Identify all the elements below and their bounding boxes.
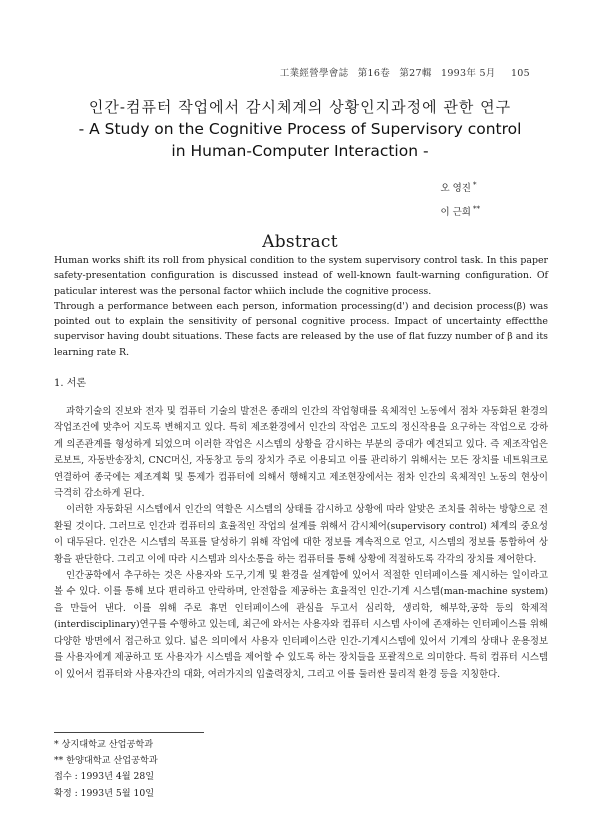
title-korean: 인간-컴퓨터 작업에서 감시체계의 상황인지과정에 관한 연구 (88, 98, 512, 116)
author (440, 175, 480, 199)
journal-header (274, 65, 530, 79)
footnote: 확정 : 1993년 5월 10일 (54, 787, 155, 799)
abstract-paragraph: Through a performance between each person, information processing(d') and decision process(β) was pointed out to explain the sensitivity of personal cognitive process. Impact of uncertainty effectthe supervisor having doubt situations. These facts are released by the use of flat fuzzy number of β and its learning rate R. (54, 300, 548, 358)
footnote: ** 한양대학교 산업공학과 (54, 755, 158, 767)
footnote-divider (54, 732, 204, 733)
title-english-line2: in Human-Computer Interaction - (171, 142, 429, 160)
abstract-paragraph: Human works shift its roll from physical condition to the system supervisory control task. In this paper safety-presentation configuration is discussed instead of well-known fault-warning configuration. Of paticular interest was the personal factor whiich include the cognitive process. (54, 255, 548, 297)
body-paragraph: 과학기술의 진보와 전자 및 컴퓨터 기술의 발전은 종래의 인간의 작업형태를 육체적인 노동에서 점차 자동화된 환경의 작업조건에 맞추어 지도록 변해지고 있다. 특히 제조환경에서 인간의 작업은 고도의 정신작용을 요구하는 작업으로 강하게 의존관계를 형성하게 되었으며 이러한 작업은 시스템의 상황을 감시하는 부분의 증대가 예견되고 있다. 즉 제조작업은 로보트, 자동반송장치, CNC머신, 자동창고 등의 장치가 주로 이용되고 이를 관리하기 위해서는 모든 장치를 네트워크로 연결하여 종국에는 제조계획 및 통제가 컴퓨터에 의해서 행해지고 제조현장에서는 점차 인간의 육체적인 노동의 현상이 극격히 감소하게 된다. (54, 406, 548, 500)
footnote: 접수 : 1993년 4월 28일 (54, 771, 155, 783)
author (440, 199, 480, 223)
section-heading: 1. 서론 (54, 378, 87, 389)
journal-date: 1993年 5月 (440, 68, 496, 79)
author-mark: * (473, 181, 477, 189)
footnote: * 상지대학교 산업공학과 (54, 739, 154, 750)
author-name: 오 영진 (440, 183, 471, 195)
title-english-line1: - A Study on the Cognitive Process of Supervisory control (78, 120, 522, 138)
author-name: 이 근희 (440, 207, 471, 219)
journal-volume: 第16卷 (357, 68, 391, 79)
abstract-text (54, 253, 548, 360)
body-paragraph: 인간공학에서 추구하는 것은 사용자와 도구,기계 및 환경을 설계함에 있어서 적절한 인터페이스를 제시하는 일이라고 볼 수 있다. 이를 통해 보다 편리하고 안락하며, 안전함을 제공하는 효율적인 인간-기계 시스템(man-machine system)을 만들어 낸다. 이를 위해 주로 휴먼 인터페이스에 관심을 두고서 심리학, 생리학, 해부학,공학 등의 학제적(interdisciplinary)연구를 수행하고 있는데, 최근에 와서는 사용자와 컴퓨터 시스템 사이에 존재하는 인터페이스를 위해 다양한 방면에서 접근하고 있다. 넓은 의미에서 사용자 인터페이스란 인간-기계시스템에 있어서 기계의 상태나 운용정보를 사용자에게 제공하고 또 사용자가 시스템을 제어할 수 있도록 하는 장치들을 포괄적으로 의미한다. 특히 컴퓨터 시스템이 있어서 컴퓨터와 사용자간의 대화, 여러가지의 입출력장치, 그리고 이를 둘러싼 물리적 환경 등을 지칭한다. (54, 570, 548, 680)
section-body (54, 404, 548, 683)
footnotes (54, 737, 158, 802)
body-paragraph: 이러한 자동화된 시스템에서 인간의 역할은 시스템의 상태를 감시하고 상황에 따라 알맞은 조치를 취하는 방향으로 전환될 것이다. 그러므로 인간과 컴퓨터의 효율적인 작업의 설계를 위해서 감시체어(supervisory control) 체계의 중요성이 대두된다. 인간은 시스템의 목표를 달성하기 위해 작업에 대한 정보를 계속적으로 얻고, 시스템의 정보를 통합하여 상황을 판단한다. 그리고 이에 따라 시스템과 의사소통을 하는 컴퓨터를 통해 상황에 적절하도록 각각의 장치를 제어한다. (54, 504, 548, 565)
author-mark: ** (473, 205, 480, 214)
author-list (440, 175, 480, 223)
abstract-heading: Abstract (262, 232, 338, 252)
journal-issue: 第27輯 (399, 68, 432, 79)
journal-name: 工業經營學會誌 (279, 68, 349, 79)
page-number: 105 (510, 68, 530, 79)
